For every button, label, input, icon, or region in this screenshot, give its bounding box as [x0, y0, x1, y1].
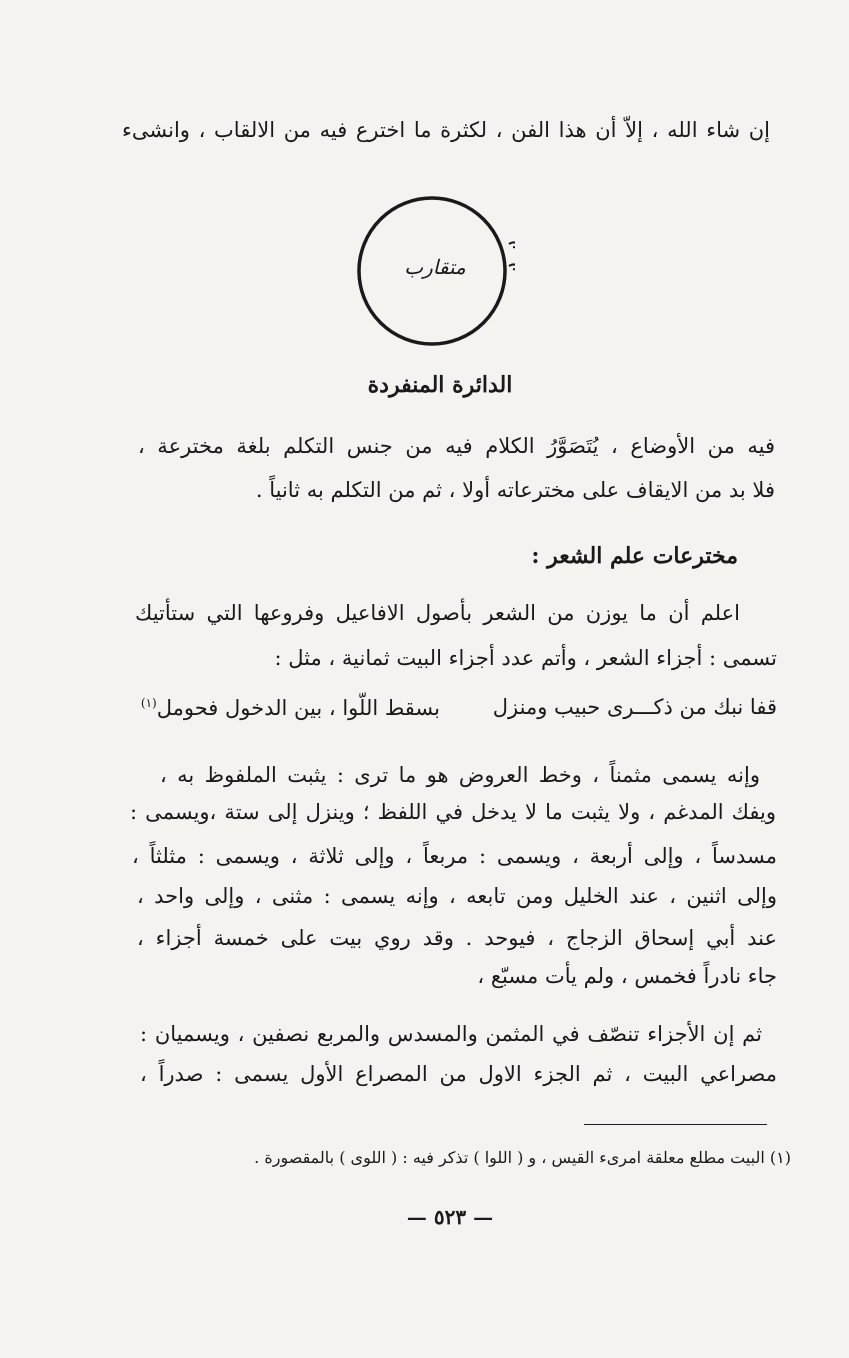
verse-hemistich-2-text: بسقط اللّوا ، بين الدخول فحومل — [156, 696, 440, 720]
para3-line-3: مسدساً ، وإلى أربعة ، ويسمى : مربعاً ، وإلى ثلاثة ، ويسمى : مثلثاً ، — [132, 844, 777, 868]
para2-line-2: تسمى : أجزاء الشعر ، وأتم عدد أجزاء البيت ثمانية ، مثل : — [274, 646, 777, 670]
para3-line-1: وإنه يسمى مثمناً ، وخط العروض هو ما ترى : يثبت الملفوظ به ، — [160, 763, 760, 787]
para3-line-4: وإلى اثنين ، عند الخليل ومن تابعه ، وإنه يسمى : مثنى ، وإلى واحد ، — [137, 884, 777, 908]
footnote-reference: (١) — [140, 696, 157, 710]
para1-line-1: فيه من الأوضاع ، يُتَصَوَّرُ الكلام فيه من جنس التكلم بلغة مخترعة ، — [138, 434, 775, 458]
para3-line-2: ويفك المدغم ، ولا يثبت ما لا يدخل في اللفظ ؛ وينزل إلى ستة ،ويسمى : — [130, 800, 776, 824]
para3-line-5: عند أبي إسحاق الزجاج ، فيوحد . وقد روي بيت على خمسة أجزاء ، — [137, 926, 777, 950]
section-title: مخترعات علم الشعر : — [531, 543, 738, 569]
para2-line-1: اعلم أن ما يوزن من الشعر بأصول الافاعيل وفروعها التي ستأتيك — [135, 601, 740, 625]
para4-line-2: مصراعي البيت ، ثم الجزء الاول من المصراع الأول يسمى : صدراً ، — [140, 1062, 777, 1086]
circle-label: متقارب — [404, 255, 466, 279]
verse-hemistich-2 — [140, 696, 440, 720]
para3-line-6: جاء نادراً فخمس ، ولم يأت مسبّع ، — [477, 964, 777, 988]
footnote-separator — [584, 1124, 767, 1125]
para1-line-2: فلا بد من الايقاف على مخترعاته أولا ، ثم من التكلم به ثانياً . — [255, 478, 775, 502]
meter-marks-icon — [509, 242, 515, 279]
page-number: — ٥٢٣ — — [406, 1205, 494, 1229]
para4-line-1: ثم إن الأجزاء تنصّف في المثمن والمسدس والمربع نصفين ، ويسميان : — [140, 1022, 762, 1046]
single-circle-diagram — [355, 195, 515, 347]
diagram-caption: الدائرة المنفردة — [367, 372, 513, 398]
verse-hemistich-1: قفا نبك من ذكـــرى حبيب ومنزل — [492, 695, 777, 719]
footnote-text: (١) البيت مطلع معلقة امرىء القيس ، و ( اللوا ) تذكر فيه : ( اللوى ) بالمقصورة . — [254, 1148, 791, 1167]
top-text-line: إن شاء الله ، إلاّ أن هذا الفن ، لكثرة ما اخترع فيه من الالقاب ، وانشىء — [122, 118, 770, 142]
